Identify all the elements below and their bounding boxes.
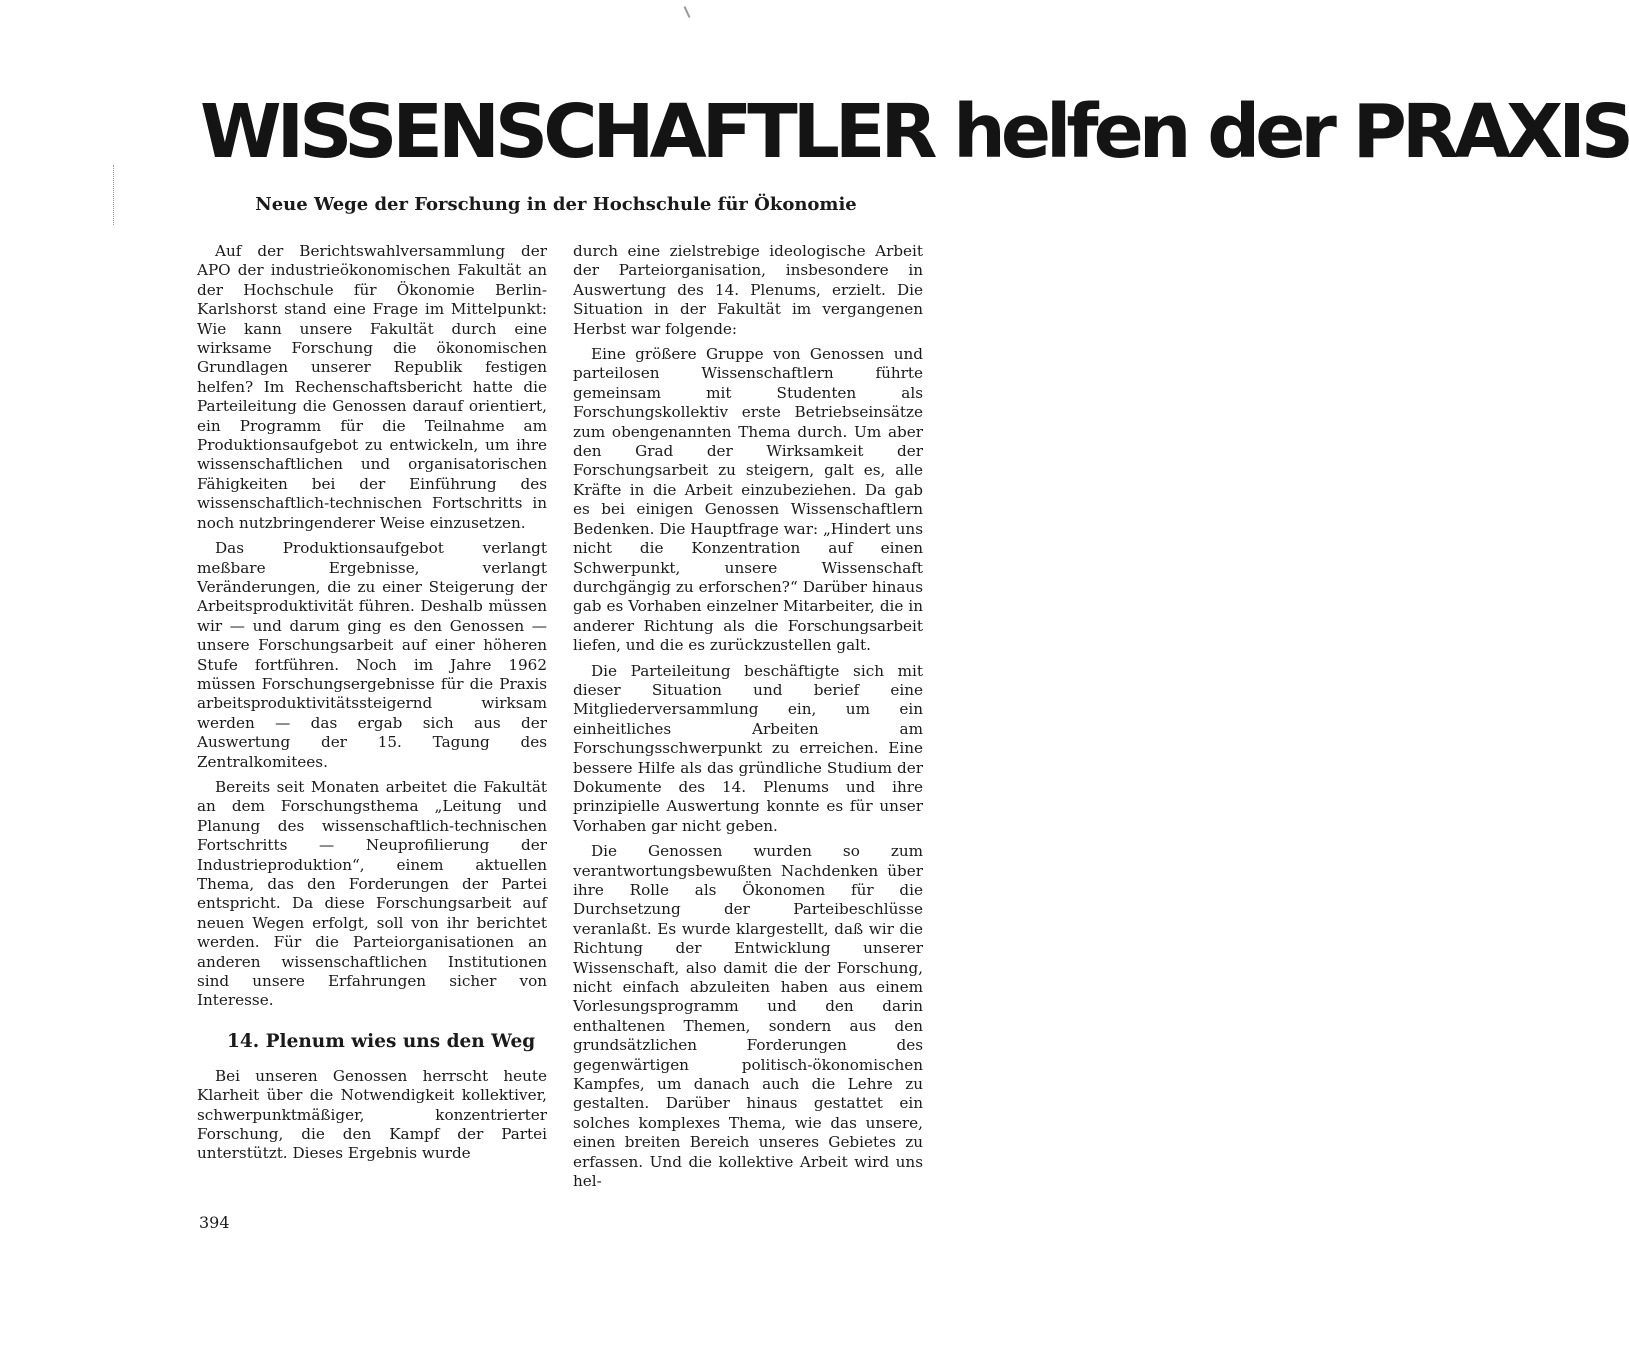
paragraph: Bei unseren Genossen herrscht heute Klarheit über die Notwendigkeit kollektiver, schwerpunktmäßiger, konzentrierter Forschung, die den Kampf der Partei unterstützt. Dieses Ergebnis wurde: [197, 1066, 547, 1163]
paragraph: Eine größere Gruppe von Genossen und parteilosen Wissenschaftlern führte gemeinsam mit Studenten als Forschungskollektiv erste Betriebseinsätze zum obengenannten Thema durch. Um aber den Grad der Wirksamkeit der Forschungsarbeit zu steigern, galt es, alle Kräfte in die Arbeit einzubeziehen. Da gab es bei einigen Genossen Wissenschaftlern Bedenken. Die Hauptfrage war: „Hindert uns nicht die Konzentration auf einen Schwerpunkt, unsere Wissenschaft durchgängig zu erforschen?“ Darüber hinaus gab es Vorhaben einzelner Mitarbeiter, die in anderer Richtung als die Forschungsarbeit liefen, und die es zurückzustellen galt.: [573, 345, 923, 655]
paragraph: Die Parteileitung beschäftigte sich mit dieser Situation und berief eine Mitgliederversammlung ein, um ein einheitliches Arbeiten am Forschungsschwerpunkt zu erreichen. Eine bessere Hilfe als das gründliche Studium der Dokumente des 14. Plenums und ihre prinzipielle Auswertung konnte es für unser Vorhaben gar nicht geben.: [573, 661, 923, 835]
article-headline: WISSENSCHAFTLER helfen der PRAXIS: [200, 89, 1629, 175]
right-column: [573, 242, 923, 1198]
paragraph: Das Produktionsaufgebot verlangt meßbare Ergebnisse, verlangt Veränderungen, die zu einer Steigerung der Arbeitsproduktivität führen. Deshalb müssen wir — und darum ging es den Genossen — unsere Forschungsarbeit auf einer höheren Stufe fortführen. Noch im Jahre 1962 müssen Forschungsergebnisse für die Praxis arbeitsproduktivitätssteigernd wirksam werden — das ergab sich aus der Auswertung der 15. Tagung des Zentralkomitees.: [197, 539, 547, 771]
paragraph: Auf der Berichtswahlversammlung der APO der industrieökonomischen Fakultät an der Hochschule für Ökonomie Berlin-Karlshorst stand eine Frage im Mittelpunkt: Wie kann unsere Fakultät durch eine wirksame Forschung die ökonomischen Grundlagen unserer Republik festigen helfen? Im Rechenschaftsbericht hatte die Parteileitung die Genossen darauf orientiert, ein Programm für die Teilnahme am Produktionsaufgebot zu entwickeln, um ihre wissenschaftlichen und organisatorischen Fähigkeiten bei der Einführung des wissenschaftlich-technischen Fortschritts in noch nutzbringenderer Weise einzusetzen.: [197, 242, 547, 532]
paragraph: durch eine zielstrebige ideologische Arbeit der Parteiorganisation, insbesondere in Auswertung des 14. Plenums, erzielt. Die Situation in der Fakultät im vergangenen Herbst war folgende:: [573, 242, 923, 338]
left-column: [197, 242, 547, 1170]
margin-marks: [113, 165, 120, 225]
page-number: 394: [199, 1213, 230, 1232]
scan-mark: [684, 6, 691, 18]
paragraph: Die Genossen wurden so zum verantwortungsbewußten Nachdenken über ihre Rolle als Ökonomen für die Durchsetzung der Parteibeschlüsse veranlaßt. Es wurde klargestellt, daß wir die Richtung der Entwicklung unserer Wissenschaft, also damit die der Forschung, nicht einfach abzuleiten haben aus einem Vorlesungsprogramm und den darin enthaltenen Themen, sondern aus den grundsätzlichen Forderungen des gegenwärtigen politisch-ökonomischen Kampfes, um danach auch die Lehre zu gestalten. Darüber hinaus gestattet ein solches komplexes Thema, wie das unsere, einen breiten Bereich unseres Gebietes zu erfassen. Und die kollektive Arbeit wird uns hel-: [573, 842, 923, 1191]
section-heading: 14. Plenum wies uns den Weg: [227, 1030, 536, 1052]
article-subtitle: Neue Wege der Forschung in der Hochschule für Ökonomie: [255, 194, 857, 215]
paragraph: Bereits seit Monaten arbeitet die Fakultät an dem Forschungsthema „Leitung und Planung des wissenschaftlich-technischen Fortschritts — Neuprofilierung der Industrieproduktion“, einem aktuellen Thema, das den Forderungen der Partei entspricht. Da diese Forschungsarbeit auf neuen Wegen erfolgt, soll von ihr berichtet werden. Für die Parteiorganisationen an anderen wissenschaftlichen Institutionen sind unsere Erfahrungen sicher von Interesse.: [197, 777, 547, 1010]
